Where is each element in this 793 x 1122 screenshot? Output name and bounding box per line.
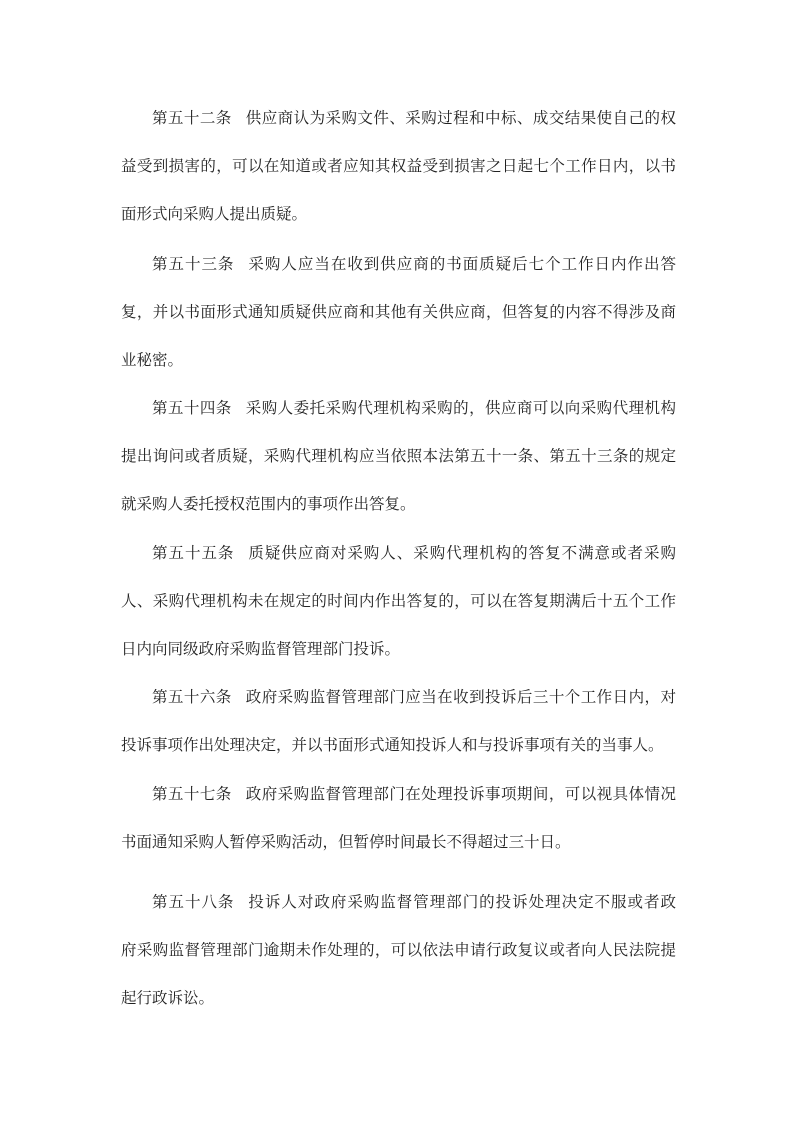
article-text: 质疑供应商对采购人、采购代理机构的答复不满意或者采购: [248, 544, 676, 562]
article-number: 第五十三条: [152, 255, 235, 273]
article-53: [121, 240, 676, 384]
article-line: [121, 529, 676, 577]
article-line: 益受到损害的，可以在知道或者应知其权益受到损害之日起七个工作日内，以书: [121, 157, 676, 175]
article-line: [121, 770, 676, 818]
article-number: 第五十二条: [152, 109, 232, 127]
article-line: [121, 384, 676, 432]
article-number: 第五十五条: [152, 544, 235, 562]
article-line: 面形式向采购人提出质疑。: [121, 205, 308, 223]
article-text: 政府采购监督管理部门应当在收到投诉后三十个工作日内，对: [245, 688, 676, 706]
article-54: [121, 384, 676, 528]
article-line: 就采购人委托授权范围内的事项作出答复。: [121, 495, 416, 513]
article-line: [121, 240, 676, 288]
article-line: 日内向同级政府采购监督管理部门投诉。: [121, 640, 401, 658]
article-line: 业秘密。: [121, 351, 184, 369]
article-52: [121, 94, 676, 238]
article-text: 政府采购监督管理部门在处理投诉事项期间，可以视具体情况: [245, 785, 676, 803]
article-line: 提出询问或者质疑，采购代理机构应当依照本法第五十一条、第五十三条的规定: [121, 447, 676, 465]
article-number: 第五十四条: [152, 399, 232, 417]
article-line: [121, 673, 676, 721]
article-text: 采购人委托采购代理机构采购的，供应商可以向采购代理机构: [245, 399, 676, 417]
article-line: 复，并以书面形式通知质疑供应商和其他有关供应商，但答复的内容不得涉及商: [121, 303, 676, 321]
article-line: 府采购监督管理部门逾期未作处理的，可以依法申请行政复议或者向人民法院提: [121, 941, 676, 959]
article-text: 投诉人对政府采购监督管理部门的投诉处理决定不服或者政: [248, 893, 676, 911]
article-number: 第五十六条: [152, 688, 232, 706]
article-55: [121, 529, 676, 673]
article-58: [121, 878, 676, 1022]
article-line: [121, 94, 676, 142]
article-line: [121, 878, 676, 926]
article-56: [121, 673, 676, 769]
article-text: 供应商认为采购文件、采购过程和中标、成交结果使自己的权: [245, 109, 676, 127]
article-57: [121, 770, 676, 866]
article-line: 投诉事项作出处理决定，并以书面形式通知投诉人和与投诉事项有关的当事人。: [121, 736, 664, 754]
article-line: 人、采购代理机构未在规定的时间内作出答复的，可以在答复期满后十五个工作: [121, 592, 676, 610]
article-line: 起行政诉讼。: [121, 989, 215, 1007]
article-number: 第五十八条: [152, 893, 235, 911]
article-text: 采购人应当在收到供应商的书面质疑后七个工作日内作出答: [248, 255, 676, 273]
article-line: 书面通知采购人暂停采购活动，但暂停时间最长不得超过三十日。: [121, 833, 571, 851]
article-number: 第五十七条: [152, 785, 232, 803]
